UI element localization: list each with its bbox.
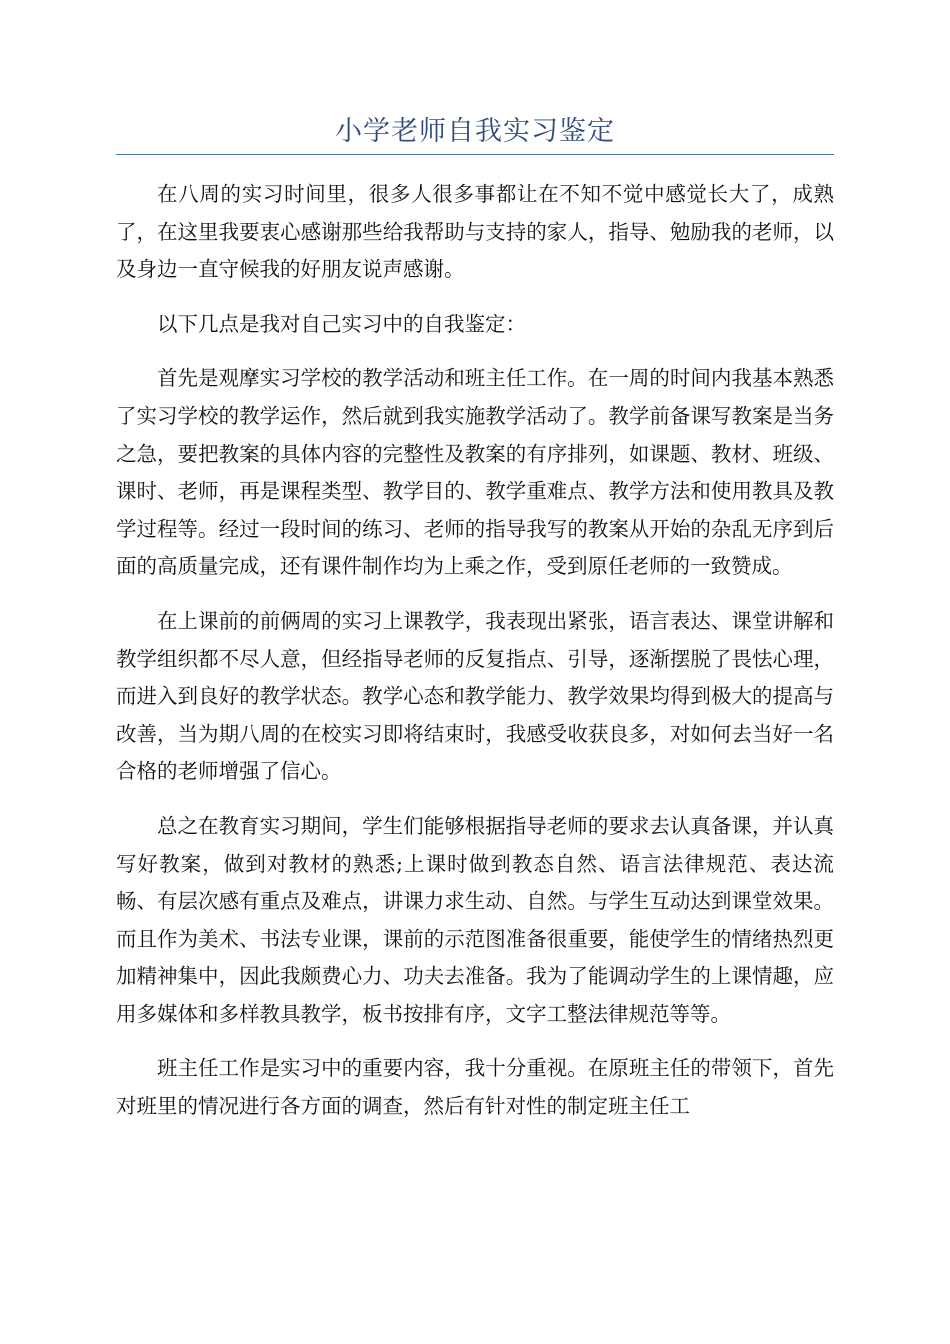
paragraph-2: 以下几点是我对自己实习中的自我鉴定： [157,311,526,336]
paragraph-1: 在八周的实习时间里，很多人很多事都让在不知不觉中感觉长大了，成熟了，在这里我要衷心感谢那些给我帮助与支持的家人，指导、勉励我的老师，以及身边一直守候我的好朋友说声感谢。 [116,182,834,282]
paragraph-3: 首先是观摩实习学校的教学活动和班主任工作。在一周的时间内我基本熟悉了实习学校的教学运作，然后就到我实施教学活动了。教学前备课写教案是当务之急，要把教案的具体内容的完整性及教案的有序排列，如课题、教材、班级、课时、老师，再是课程类型、教学目的、教学重难点、教学方法和使用教具及教学过程等。经过一段时间的练习、老师的指导我写的教案从开始的杂乱无序到后面的高质量完成，还有课件制作均为上乘之作，受到原任老师的一致赞成。 [116,366,834,579]
document-title: 小学老师自我实习鉴定 [335,116,615,147]
paragraph-6: 班主任工作是实习中的重要内容，我十分重视。在原班主任的带领下，首先对班里的情况进行各方面的调查，然后有针对性的制定班主任工 [116,1056,834,1119]
title-underline [116,154,834,155]
paragraph-5: 总之在教育实习期间，学生们能够根据指导老师的要求去认真备课，并认真写好教案，做到对教材的熟悉;上课时做到教态自然、语言法律规范、表达流畅、有层次感有重点及难点，讲课力求生动、自然。与学生互动达到课堂效果。而且作为美术、书法专业课，课前的示范图准备很重要，能使学生的情绪热烈更加精神集中，因此我颇费心力、功夫去准备。我为了能调动学生的上课情趣，应用多媒体和多样教具教学，板书按排有序，文字工整法律规范等等。 [116,813,834,1026]
document-body [116,176,834,1143]
paragraph-4: 在上课前的前俩周的实习上课教学，我表现出紧张，语言表达、课堂讲解和教学组织都不尽人意，但经指导老师的反复指点、引导，逐渐摆脱了畏怯心理，而进入到良好的教学状态。教学心态和教学能力、教学效果均得到极大的提高与改善，当为期八周的在校实习即将结束时，我感受收获良多，对如何去当好一名合格的老师增强了信心。 [116,608,834,784]
